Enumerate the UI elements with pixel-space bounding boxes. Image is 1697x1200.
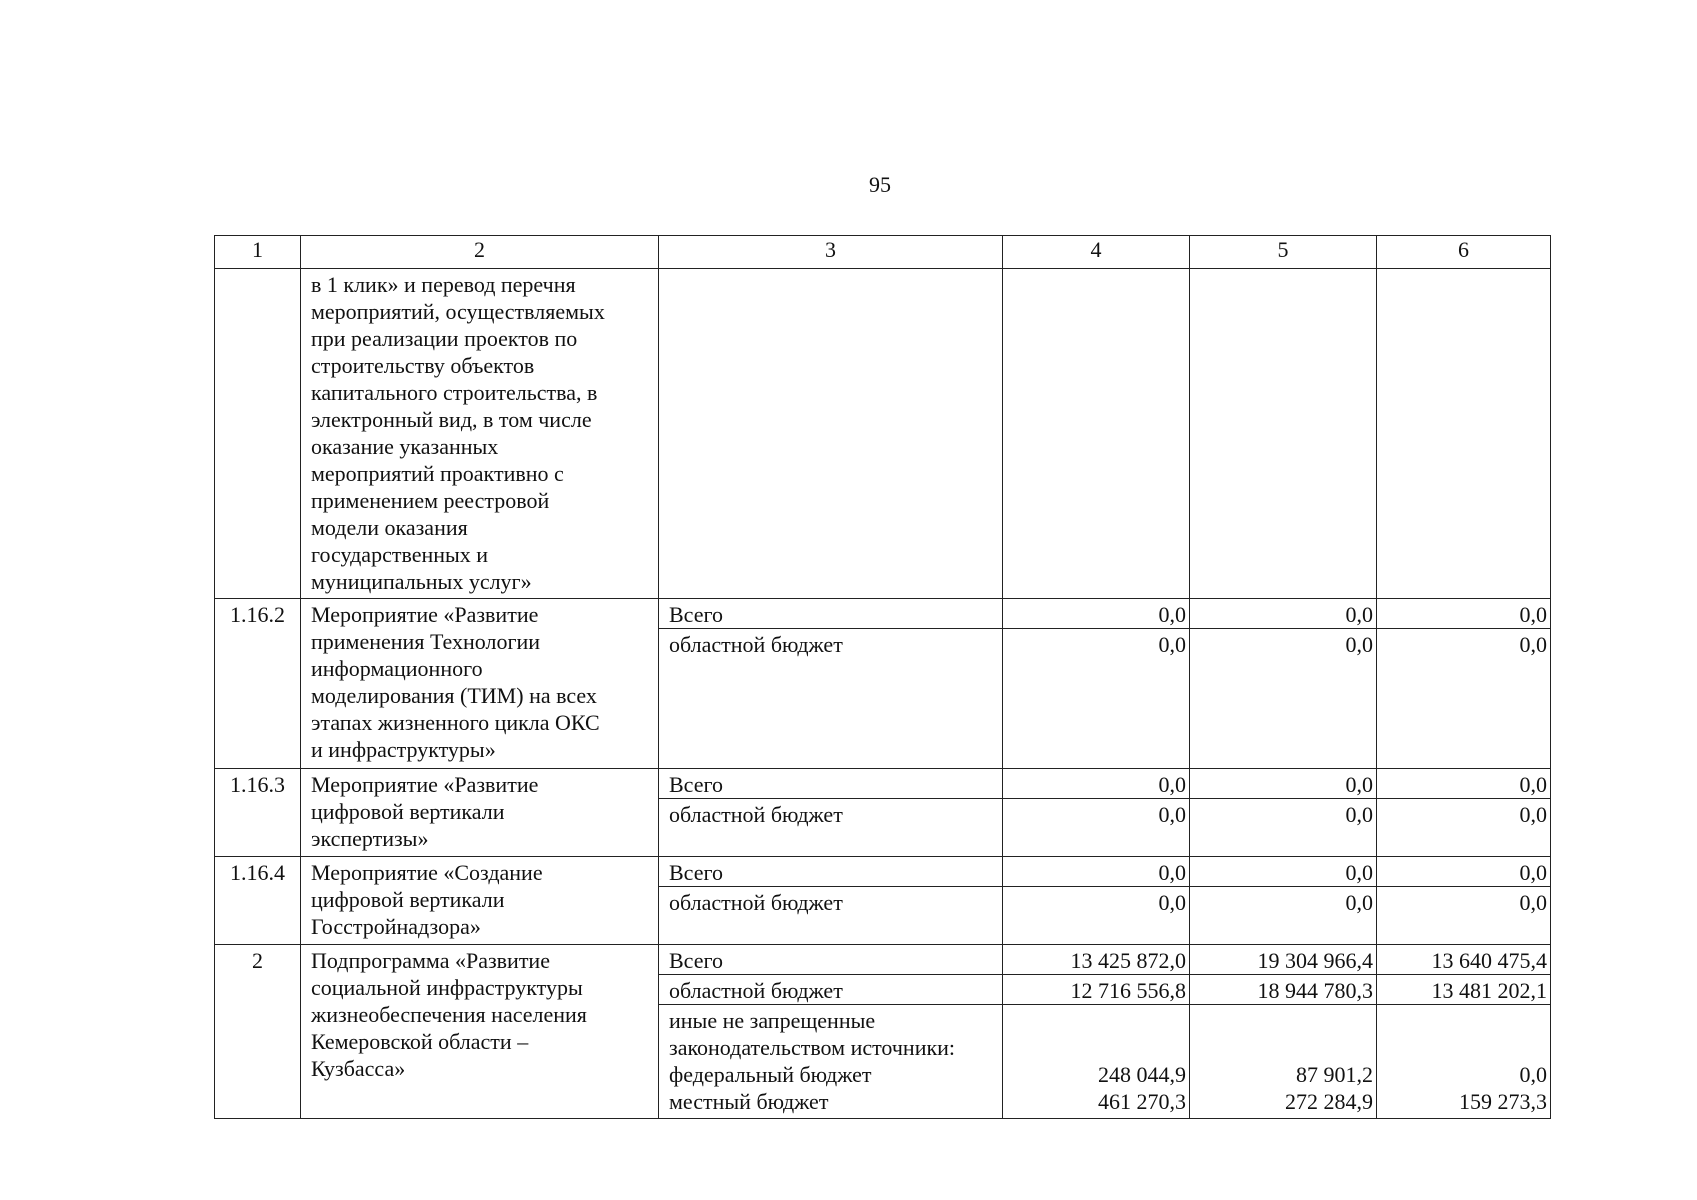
header-col-1: 1 — [215, 236, 301, 269]
value-cell-5: 0,0 — [1190, 799, 1377, 857]
other-sources-label-2: законодательством источники: — [669, 1035, 956, 1060]
value-cell-4: 0,0 — [1003, 799, 1190, 857]
value-cell-6: 13 481 202,1 — [1377, 975, 1551, 1005]
source-cell: Всего — [659, 857, 1003, 887]
value-cell-6 — [1377, 269, 1551, 599]
value-cell-4 — [1003, 1005, 1190, 1119]
value-cell-5: 0,0 — [1190, 599, 1377, 629]
value-cell-4: 12 716 556,8 — [1003, 975, 1190, 1005]
source-cell — [659, 269, 1003, 599]
table-row — [215, 769, 1551, 799]
source-cell: областной бюджет — [659, 887, 1003, 945]
source-cell — [659, 1005, 1003, 1119]
code-cell: 1.16.4 — [215, 857, 301, 945]
value-cell-6: 13 640 475,4 — [1377, 945, 1551, 975]
federal-budget-label: федеральный бюджет — [669, 1062, 872, 1087]
federal-value-5: 87 901,2 — [1296, 1062, 1373, 1087]
source-cell: Всего — [659, 599, 1003, 629]
header-col-6: 6 — [1377, 236, 1551, 269]
value-cell-4: 0,0 — [1003, 769, 1190, 799]
table-row — [215, 857, 1551, 887]
source-cell: областной бюджет — [659, 975, 1003, 1005]
table-row — [215, 945, 1551, 975]
description-cell: Мероприятие «Создание цифровой вертикали Госстройнадзора» — [301, 857, 659, 945]
value-cell-5: 0,0 — [1190, 629, 1377, 769]
local-value-4: 461 270,3 — [1098, 1089, 1186, 1114]
value-cell-5: 0,0 — [1190, 887, 1377, 945]
header-col-4: 4 — [1003, 236, 1190, 269]
source-cell: Всего — [659, 945, 1003, 975]
value-cell-5: 0,0 — [1190, 769, 1377, 799]
local-budget-label: местный бюджет — [669, 1089, 829, 1114]
value-cell-5: 19 304 966,4 — [1190, 945, 1377, 975]
code-cell: 2 — [215, 945, 301, 1119]
value-cell-6: 0,0 — [1377, 769, 1551, 799]
table-row — [215, 599, 1551, 629]
value-cell-6: 0,0 — [1377, 629, 1551, 769]
value-cell-5: 18 944 780,3 — [1190, 975, 1377, 1005]
value-cell-6: 0,0 — [1377, 799, 1551, 857]
code-cell: 1.16.2 — [215, 599, 301, 769]
local-value-5: 272 284,9 — [1285, 1089, 1373, 1114]
description-cell: Мероприятие «Развитие применения Технологии информационного моделирования (ТИМ) на всех этапах жизненного цикла ОКС и инфраструктуры» — [301, 599, 659, 769]
description-cell: Мероприятие «Развитие цифровой вертикали экспертизы» — [301, 769, 659, 857]
code-cell: 1.16.3 — [215, 769, 301, 857]
value-cell-4: 13 425 872,0 — [1003, 945, 1190, 975]
value-cell-6: 0,0 — [1377, 887, 1551, 945]
source-cell: областной бюджет — [659, 799, 1003, 857]
local-value-6: 159 273,3 — [1459, 1089, 1547, 1114]
table-row-continuation — [215, 269, 1551, 599]
header-col-2: 2 — [301, 236, 659, 269]
description-cell: в 1 клик» и перевод перечня мероприятий, осуществляемых при реализации проектов по строительству объектов капитального строительства, в электронный вид, в том числе оказание указанных мероприятий проактивно с применением реестровой модели оказания государственных и муниципальных услуг» — [301, 269, 659, 599]
other-sources-label-1: иные не запрещенные — [669, 1008, 876, 1033]
federal-value-4: 248 044,9 — [1098, 1062, 1186, 1087]
description-cell: Подпрограмма «Развитие социальной инфраструктуры жизнеобеспечения населения Кемеровской области – Кузбасса» — [301, 945, 659, 1119]
value-cell-4: 0,0 — [1003, 857, 1190, 887]
value-cell-6 — [1377, 1005, 1551, 1119]
header-col-3: 3 — [659, 236, 1003, 269]
value-cell-6: 0,0 — [1377, 599, 1551, 629]
value-cell-5: 0,0 — [1190, 857, 1377, 887]
value-cell-5 — [1190, 1005, 1377, 1119]
value-cell-5 — [1190, 269, 1377, 599]
code-cell — [215, 269, 301, 599]
value-cell-6: 0,0 — [1377, 857, 1551, 887]
header-col-5: 5 — [1190, 236, 1377, 269]
federal-value-6: 0,0 — [1519, 1062, 1547, 1087]
page-number: 95 — [869, 172, 891, 197]
source-cell: Всего — [659, 769, 1003, 799]
header-row — [215, 236, 1551, 269]
source-cell: областной бюджет — [659, 629, 1003, 769]
value-cell-4: 0,0 — [1003, 599, 1190, 629]
value-cell-4: 0,0 — [1003, 629, 1190, 769]
value-cell-4: 0,0 — [1003, 887, 1190, 945]
value-cell-4 — [1003, 269, 1190, 599]
budget-table — [214, 235, 1551, 1119]
